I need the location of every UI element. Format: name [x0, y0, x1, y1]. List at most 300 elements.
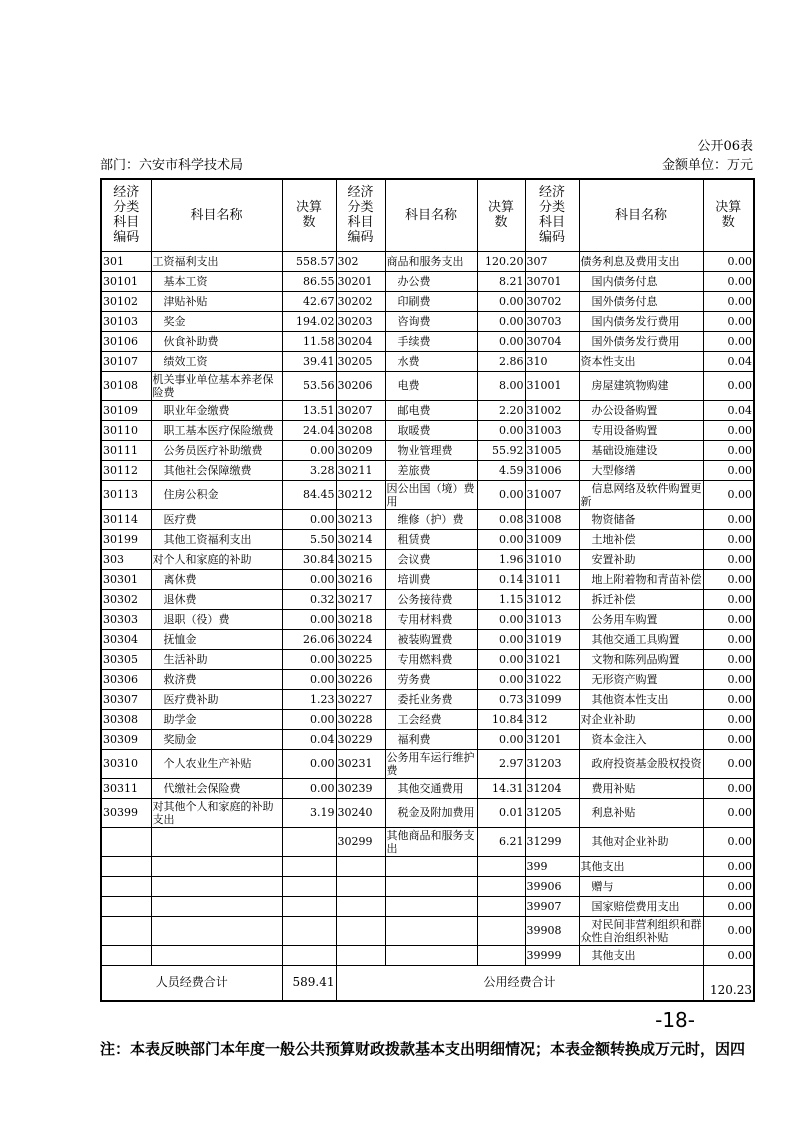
code-cell: 30110	[101, 420, 151, 440]
code-cell: 30218	[336, 609, 385, 629]
name-cell: 大型修缮	[579, 460, 703, 480]
value-cell: 11.58	[282, 331, 336, 351]
value-cell: 55.92	[477, 440, 525, 460]
document-page	[100, 138, 753, 1059]
totals-row	[101, 965, 754, 1001]
code-cell: 30306	[101, 669, 151, 689]
value-cell: 0.00	[477, 331, 525, 351]
code-cell: 30228	[336, 709, 385, 729]
value-cell	[477, 945, 525, 965]
code-cell: 30217	[336, 589, 385, 609]
name-cell: 生活补助	[151, 649, 282, 669]
name-cell: 邮电费	[385, 400, 477, 420]
value-cell: 13.51	[282, 400, 336, 420]
value-cell: 0.00	[703, 709, 754, 729]
table-row	[101, 331, 754, 351]
name-cell: 印刷费	[385, 291, 477, 311]
name-cell: 离休费	[151, 569, 282, 589]
code-cell: 30205	[336, 351, 385, 371]
code-cell	[101, 945, 151, 965]
name-cell: 被装购置费	[385, 629, 477, 649]
table-row	[101, 778, 754, 798]
value-cell: 0.04	[703, 400, 754, 420]
table-row	[101, 945, 754, 965]
code-cell: 30229	[336, 729, 385, 749]
name-cell: 工会经费	[385, 709, 477, 729]
value-cell: 0.00	[703, 420, 754, 440]
value-cell: 0.00	[282, 669, 336, 689]
value-cell: 0.00	[703, 629, 754, 649]
name-cell: 其他对企业补助	[579, 827, 703, 856]
value-cell: 0.00	[282, 778, 336, 798]
table-row	[101, 311, 754, 331]
code-cell: 39908	[525, 916, 579, 945]
value-cell: 0.00	[282, 649, 336, 669]
page-number: -18-	[655, 1008, 695, 1032]
name-cell: 水费	[385, 351, 477, 371]
value-cell: 26.06	[282, 629, 336, 649]
name-cell	[151, 896, 282, 916]
code-cell: 30303	[101, 609, 151, 629]
value-cell: 0.00	[282, 509, 336, 529]
name-cell: 其他支出	[579, 945, 703, 965]
table-row	[101, 749, 754, 778]
value-cell: 0.00	[477, 291, 525, 311]
name-cell: 房屋建筑物购建	[579, 371, 703, 400]
value-cell: 0.00	[703, 749, 754, 778]
name-cell	[151, 916, 282, 945]
value-cell: 0.00	[477, 729, 525, 749]
name-cell: 其他交通工具购置	[579, 629, 703, 649]
value-cell: 39.41	[282, 351, 336, 371]
value-cell: 0.00	[703, 827, 754, 856]
code-cell: 31022	[525, 669, 579, 689]
value-cell: 0.00	[703, 331, 754, 351]
code-cell: 30214	[336, 529, 385, 549]
value-cell: 0.00	[477, 480, 525, 509]
name-cell: 基本工资	[151, 271, 282, 291]
table-row	[101, 798, 754, 827]
value-cell	[477, 916, 525, 945]
value-cell: 42.67	[282, 291, 336, 311]
name-cell: 个人农业生产补贴	[151, 749, 282, 778]
name-cell: 因公出国（境）费用	[385, 480, 477, 509]
code-cell: 30226	[336, 669, 385, 689]
value-cell: 0.00	[703, 291, 754, 311]
value-cell: 1.15	[477, 589, 525, 609]
value-cell: 558.57	[282, 251, 336, 271]
code-cell: 30215	[336, 549, 385, 569]
table-row	[101, 400, 754, 420]
code-cell: 30240	[336, 798, 385, 827]
code-cell: 31021	[525, 649, 579, 669]
meta-line	[100, 156, 753, 176]
table-row	[101, 649, 754, 669]
department-label: 部门：六安市科学技术局	[100, 158, 244, 173]
code-cell: 31019	[525, 629, 579, 649]
code-cell: 30206	[336, 371, 385, 400]
code-cell: 30231	[336, 749, 385, 778]
code-cell: 30307	[101, 689, 151, 709]
value-cell: 0.00	[703, 251, 754, 271]
name-cell: 租赁费	[385, 529, 477, 549]
value-cell	[282, 827, 336, 856]
value-cell: 8.21	[477, 271, 525, 291]
code-cell: 31009	[525, 529, 579, 549]
code-cell: 30225	[336, 649, 385, 669]
name-cell: 奖金	[151, 311, 282, 331]
value-cell: 2.86	[477, 351, 525, 371]
value-cell: 0.73	[477, 689, 525, 709]
name-cell: 国外债务付息	[579, 291, 703, 311]
code-cell: 30399	[101, 798, 151, 827]
code-cell: 30239	[336, 778, 385, 798]
value-cell: 0.00	[703, 778, 754, 798]
value-cell: 0.00	[477, 311, 525, 331]
code-cell: 30203	[336, 311, 385, 331]
table-row	[101, 440, 754, 460]
code-cell: 30209	[336, 440, 385, 460]
table-row	[101, 549, 754, 569]
code-cell: 39906	[525, 876, 579, 896]
code-cell: 30304	[101, 629, 151, 649]
code-cell: 31005	[525, 440, 579, 460]
name-cell: 差旅费	[385, 460, 477, 480]
name-cell: 退职（役）费	[151, 609, 282, 629]
code-cell: 30101	[101, 271, 151, 291]
value-cell: 0.00	[703, 798, 754, 827]
code-cell	[336, 856, 385, 876]
col-header-name-3: 科目名称	[579, 179, 703, 251]
code-cell: 31201	[525, 729, 579, 749]
name-cell: 医疗费补助	[151, 689, 282, 709]
value-cell: 0.00	[703, 440, 754, 460]
name-cell: 培训费	[385, 569, 477, 589]
value-cell	[282, 896, 336, 916]
footnote: 注：本表反映部门本年度一般公共预算财政拨款基本支出明细情况；本表金额转换成万元时，因四	[100, 1040, 746, 1058]
value-cell: 0.08	[477, 509, 525, 529]
code-cell: 30224	[336, 629, 385, 649]
value-cell	[282, 856, 336, 876]
col-header-name-2: 科目名称	[385, 179, 477, 251]
name-cell	[151, 827, 282, 856]
code-cell: 310	[525, 351, 579, 371]
table-row	[101, 480, 754, 509]
code-cell: 39999	[525, 945, 579, 965]
name-cell: 其他社会保障缴费	[151, 460, 282, 480]
value-cell: 0.00	[703, 569, 754, 589]
budget-table	[100, 178, 755, 1002]
value-cell: 0.00	[703, 371, 754, 400]
code-cell: 31010	[525, 549, 579, 569]
code-cell: 30204	[336, 331, 385, 351]
code-cell	[101, 827, 151, 856]
table-row	[101, 460, 754, 480]
code-cell	[336, 945, 385, 965]
name-cell: 物资储备	[579, 509, 703, 529]
code-cell: 30216	[336, 569, 385, 589]
name-cell: 国外债务发行费用	[579, 331, 703, 351]
value-cell: 10.84	[477, 709, 525, 729]
code-cell	[336, 876, 385, 896]
code-cell	[101, 916, 151, 945]
code-cell: 30704	[525, 331, 579, 351]
table-row	[101, 827, 754, 856]
table-row	[101, 569, 754, 589]
table-row	[101, 251, 754, 271]
code-cell	[101, 876, 151, 896]
table-row	[101, 509, 754, 529]
name-cell: 抚恤金	[151, 629, 282, 649]
name-cell: 劳务费	[385, 669, 477, 689]
code-cell: 30106	[101, 331, 151, 351]
name-cell: 其他商品和服务支出	[385, 827, 477, 856]
code-cell: 30102	[101, 291, 151, 311]
name-cell: 费用补贴	[579, 778, 703, 798]
value-cell: 0.00	[703, 480, 754, 509]
name-cell	[385, 876, 477, 896]
code-cell: 31204	[525, 778, 579, 798]
value-cell: 0.00	[477, 669, 525, 689]
code-cell: 307	[525, 251, 579, 271]
value-cell	[282, 916, 336, 945]
name-cell: 办公费	[385, 271, 477, 291]
name-cell: 职业年金缴费	[151, 400, 282, 420]
code-cell: 30208	[336, 420, 385, 440]
name-cell: 国家赔偿费用支出	[579, 896, 703, 916]
name-cell: 委托业务费	[385, 689, 477, 709]
table-row	[101, 896, 754, 916]
code-cell: 30702	[525, 291, 579, 311]
table-row	[101, 729, 754, 749]
value-cell: 0.00	[282, 609, 336, 629]
name-cell: 其他支出	[579, 856, 703, 876]
name-cell: 文物和陈列品购置	[579, 649, 703, 669]
value-cell: 0.00	[703, 856, 754, 876]
name-cell: 商品和服务支出	[385, 251, 477, 271]
table-row	[101, 689, 754, 709]
value-cell: 2.20	[477, 400, 525, 420]
name-cell: 其他交通费用	[385, 778, 477, 798]
col-header-value-1: 决算数	[282, 179, 336, 251]
name-cell: 公务员医疗补助缴费	[151, 440, 282, 460]
value-cell	[477, 856, 525, 876]
code-cell: 30703	[525, 311, 579, 331]
value-cell: 14.31	[477, 778, 525, 798]
table-row	[101, 916, 754, 945]
name-cell	[151, 945, 282, 965]
name-cell: 无形资产购置	[579, 669, 703, 689]
name-cell: 资本金注入	[579, 729, 703, 749]
name-cell: 赠与	[579, 876, 703, 896]
table-row	[101, 669, 754, 689]
name-cell: 对企业补助	[579, 709, 703, 729]
code-cell	[101, 856, 151, 876]
code-cell: 312	[525, 709, 579, 729]
value-cell: 24.04	[282, 420, 336, 440]
personnel-total-label: 人员经费合计	[101, 965, 282, 1001]
name-cell: 代缴社会保险费	[151, 778, 282, 798]
name-cell	[385, 945, 477, 965]
code-cell: 30103	[101, 311, 151, 331]
name-cell: 国内债务付息	[579, 271, 703, 291]
value-cell: 0.14	[477, 569, 525, 589]
name-cell: 职工基本医疗保险缴费	[151, 420, 282, 440]
table-row	[101, 271, 754, 291]
name-cell: 公务用车运行维护费	[385, 749, 477, 778]
value-cell: 2.97	[477, 749, 525, 778]
name-cell: 专用设备购置	[579, 420, 703, 440]
name-cell: 咨询费	[385, 311, 477, 331]
code-cell: 303	[101, 549, 151, 569]
value-cell: 0.00	[703, 460, 754, 480]
table-row	[101, 856, 754, 876]
name-cell: 地上附着物和青苗补偿	[579, 569, 703, 589]
code-cell: 30111	[101, 440, 151, 460]
name-cell: 税金及附加费用	[385, 798, 477, 827]
name-cell: 对个人和家庭的补助	[151, 549, 282, 569]
code-cell: 31002	[525, 400, 579, 420]
name-cell	[385, 916, 477, 945]
code-cell: 30227	[336, 689, 385, 709]
name-cell	[385, 856, 477, 876]
col-header-name-1: 科目名称	[151, 179, 282, 251]
table-row	[101, 629, 754, 649]
col-header-code-2: 经济分类科目编码	[336, 179, 385, 251]
name-cell: 手续费	[385, 331, 477, 351]
code-cell: 30701	[525, 271, 579, 291]
value-cell: 53.56	[282, 371, 336, 400]
value-cell: 0.00	[703, 589, 754, 609]
name-cell	[151, 876, 282, 896]
name-cell: 其他资本性支出	[579, 689, 703, 709]
code-cell: 30212	[336, 480, 385, 509]
code-cell: 31203	[525, 749, 579, 778]
table-row	[101, 529, 754, 549]
value-cell: 5.50	[282, 529, 336, 549]
name-cell: 专用燃料费	[385, 649, 477, 669]
code-cell: 30301	[101, 569, 151, 589]
code-cell: 30299	[336, 827, 385, 856]
name-cell: 福利费	[385, 729, 477, 749]
name-cell: 公务用车购置	[579, 609, 703, 629]
value-cell: 0.04	[703, 351, 754, 371]
table-row	[101, 609, 754, 629]
name-cell: 公务接待费	[385, 589, 477, 609]
value-cell: 0.00	[703, 689, 754, 709]
name-cell: 救济费	[151, 669, 282, 689]
code-cell: 30211	[336, 460, 385, 480]
value-cell: 0.00	[703, 549, 754, 569]
code-cell: 31299	[525, 827, 579, 856]
value-cell: 30.84	[282, 549, 336, 569]
value-cell: 0.01	[477, 798, 525, 827]
value-cell: 0.00	[703, 876, 754, 896]
name-cell: 绩效工资	[151, 351, 282, 371]
name-cell: 政府投资基金股权投资	[579, 749, 703, 778]
code-cell: 30311	[101, 778, 151, 798]
code-cell: 30302	[101, 589, 151, 609]
name-cell: 住房公积金	[151, 480, 282, 509]
code-cell: 31099	[525, 689, 579, 709]
value-cell: 0.00	[282, 709, 336, 729]
value-cell: 0.00	[282, 749, 336, 778]
table-row	[101, 351, 754, 371]
col-header-code-3: 经济分类科目编码	[525, 179, 579, 251]
value-cell: 0.00	[703, 311, 754, 331]
value-cell: 1.96	[477, 549, 525, 569]
name-cell: 债务利息及费用支出	[579, 251, 703, 271]
value-cell: 0.00	[282, 569, 336, 589]
code-cell: 30309	[101, 729, 151, 749]
value-cell: 0.00	[703, 896, 754, 916]
name-cell	[151, 856, 282, 876]
code-cell: 30202	[336, 291, 385, 311]
code-cell: 31011	[525, 569, 579, 589]
name-cell: 伙食补助费	[151, 331, 282, 351]
code-cell	[336, 896, 385, 916]
code-cell: 30305	[101, 649, 151, 669]
code-cell: 399	[525, 856, 579, 876]
code-cell: 30213	[336, 509, 385, 529]
code-cell: 30114	[101, 509, 151, 529]
name-cell: 会议费	[385, 549, 477, 569]
value-cell: 0.00	[703, 271, 754, 291]
code-cell: 30308	[101, 709, 151, 729]
code-cell: 31205	[525, 798, 579, 827]
name-cell: 安置补助	[579, 549, 703, 569]
name-cell: 对其他个人和家庭的补助支出	[151, 798, 282, 827]
name-cell: 利息补贴	[579, 798, 703, 827]
code-cell: 31007	[525, 480, 579, 509]
value-cell: 0.04	[282, 729, 336, 749]
value-cell: 0.00	[477, 529, 525, 549]
value-cell: 0.00	[703, 529, 754, 549]
code-cell: 301	[101, 251, 151, 271]
value-cell: 0.00	[703, 649, 754, 669]
value-cell: 120.20	[477, 251, 525, 271]
name-cell: 物业管理费	[385, 440, 477, 460]
value-cell: 0.00	[477, 649, 525, 669]
code-cell	[101, 896, 151, 916]
col-header-code-1: 经济分类科目编码	[101, 179, 151, 251]
value-cell: 84.45	[282, 480, 336, 509]
name-cell: 基础设施建设	[579, 440, 703, 460]
code-cell: 31006	[525, 460, 579, 480]
code-cell: 30109	[101, 400, 151, 420]
code-cell: 39907	[525, 896, 579, 916]
value-cell: 86.55	[282, 271, 336, 291]
value-cell	[282, 945, 336, 965]
code-cell: 30113	[101, 480, 151, 509]
name-cell: 电费	[385, 371, 477, 400]
col-header-value-3: 决算数	[703, 179, 754, 251]
value-cell: 0.00	[477, 629, 525, 649]
value-cell: 0.00	[477, 609, 525, 629]
value-cell: 4.59	[477, 460, 525, 480]
value-cell: 0.00	[703, 669, 754, 689]
table-body	[101, 251, 754, 965]
name-cell: 津贴补贴	[151, 291, 282, 311]
name-cell: 办公设备购置	[579, 400, 703, 420]
code-cell: 31012	[525, 589, 579, 609]
name-cell: 专用材料费	[385, 609, 477, 629]
name-cell	[385, 896, 477, 916]
table-row	[101, 589, 754, 609]
name-cell: 助学金	[151, 709, 282, 729]
code-cell: 30201	[336, 271, 385, 291]
name-cell: 工资福利支出	[151, 251, 282, 271]
